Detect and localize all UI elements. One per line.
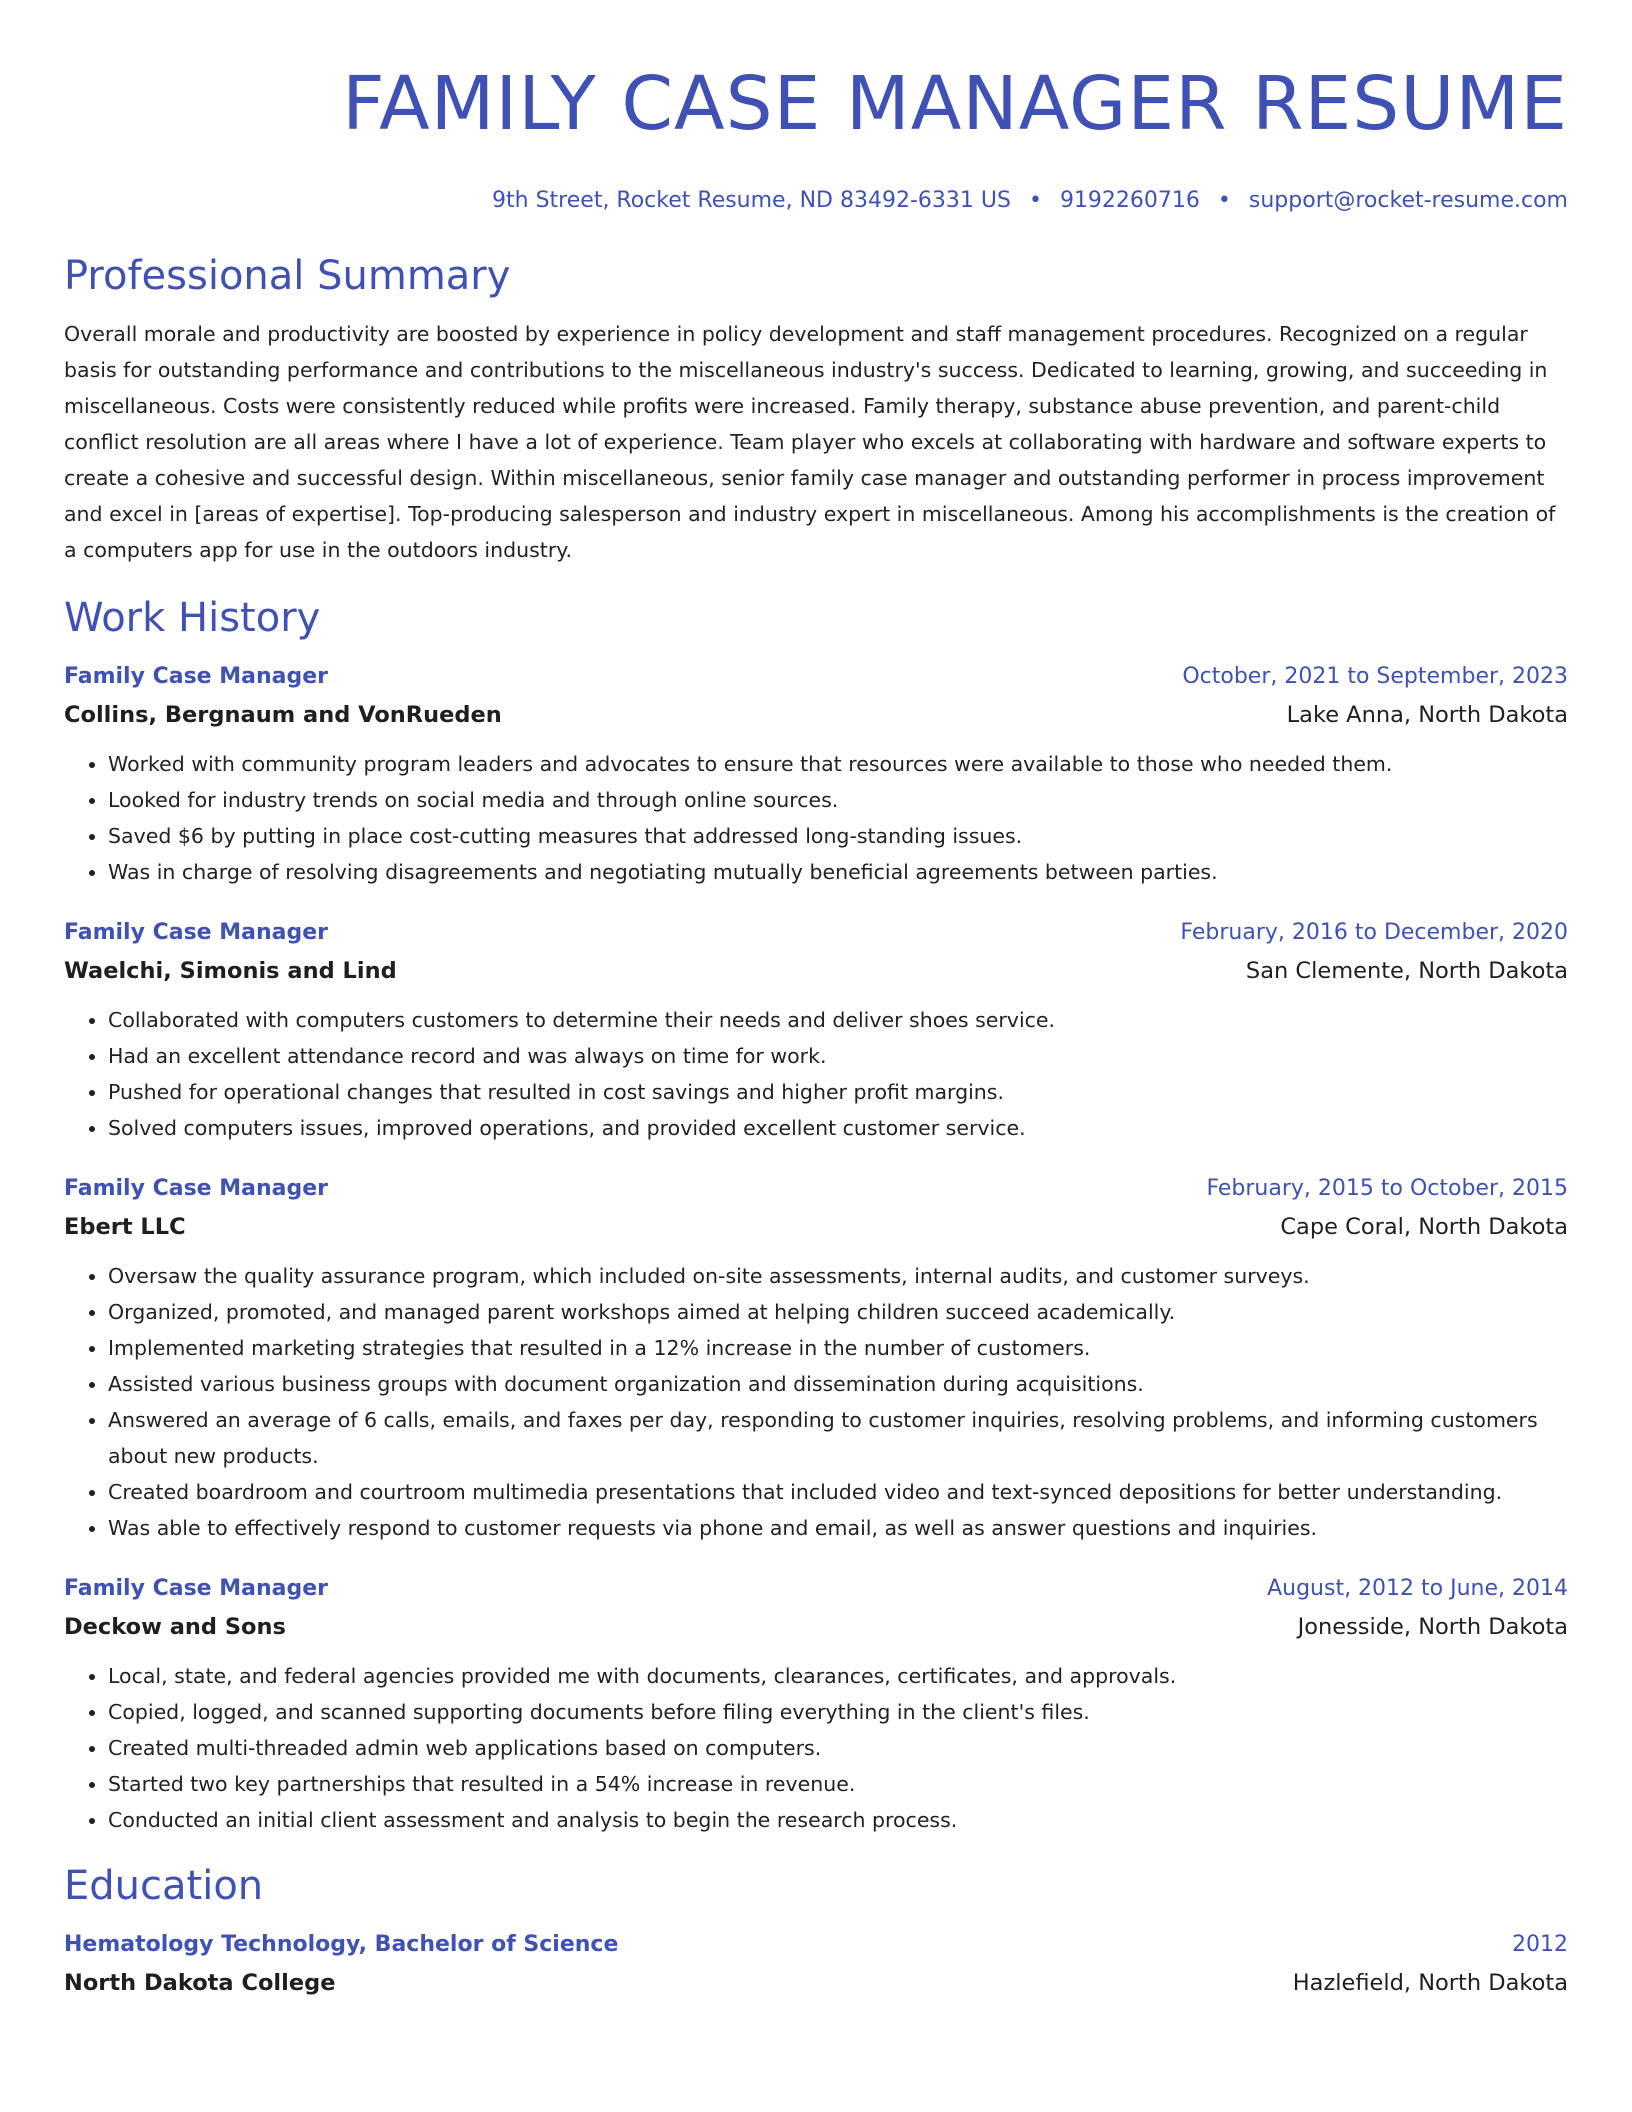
job-dates: February, 2015 to October, 2015 xyxy=(1206,1176,1568,1201)
job-entry xyxy=(64,1570,1568,1838)
company-name: Collins, Bergnaum and VonRueden xyxy=(64,702,502,728)
degree: Hematology Technology, Bachelor of Science xyxy=(64,1932,619,1957)
list-item: • Implemented marketing strategies that resulted in a 12% increase in the number of customers. xyxy=(108,1330,1568,1366)
job-dates: October, 2021 to September, 2023 xyxy=(1182,664,1568,689)
school-location: Hazlefield, North Dakota xyxy=(1292,1970,1568,1996)
contact-separator: • xyxy=(1028,188,1042,213)
job-bullets xyxy=(64,746,1568,890)
contact-email: support@rocket-resume.com xyxy=(1248,188,1568,213)
contact-phone: 9192260716 xyxy=(1059,188,1200,213)
job-location: Lake Anna, North Dakota xyxy=(1286,702,1568,728)
section-heading-education: Education xyxy=(64,1863,264,1909)
list-item: • Answered an average of 6 calls, emails, and faxes per day, responding to customer inquiries, resolving problems, and informing customers about new products. xyxy=(108,1402,1568,1474)
company-name: Deckow and Sons xyxy=(64,1614,286,1640)
company-name: Ebert LLC xyxy=(64,1214,186,1240)
list-item: • Organized, promoted, and managed parent workshops aimed at helping children succeed academically. xyxy=(108,1294,1568,1330)
job-location: San Clemente, North Dakota xyxy=(1245,958,1568,984)
list-item: • Assisted various business groups with document organization and dissemination during acquisitions. xyxy=(108,1366,1568,1402)
job-dates: August, 2012 to June, 2014 xyxy=(1267,1576,1568,1601)
list-item: • Worked with community program leaders and advocates to ensure that resources were available to those who needed them. xyxy=(108,746,1568,782)
contact-address: 9th Street, Rocket Resume, ND 83492-6331 US xyxy=(492,188,1011,213)
job-title: Family Case Manager xyxy=(64,664,329,689)
job-location: Cape Coral, North Dakota xyxy=(1280,1214,1568,1240)
job-entry xyxy=(64,914,1568,1146)
summary-text: Overall morale and productivity are boosted by experience in policy development and staff management procedures. Recognized on a regular basis for outstanding performance and contributions to the miscellaneous industry's success. Dedicated to learning, growing, and succeeding in miscellaneous. Costs were consistently reduced while profits were increased. Family therapy, substance abuse prevention, and parent-child conflict resolution are all areas where I have a lot of experience. Team player who excels at collaborating with hardware and software experts to create a cohesive and successful design. Within miscellaneous, senior family case manager and outstanding performer in process improvement and excel in [areas of expertise]. Top-producing salesperson and industry expert in miscellaneous. Among his accomplishments is the creation of a computers app for use in the outdoors industry. xyxy=(64,322,1556,562)
job-bullets xyxy=(64,1258,1568,1546)
list-item: • Copied, logged, and scanned supporting documents before filing everything in the client's files. xyxy=(108,1694,1568,1730)
list-item: • Looked for industry trends on social media and through online sources. xyxy=(108,782,1568,818)
work-history-section xyxy=(64,592,1568,1838)
education-section xyxy=(64,1860,1568,2002)
resume-title: FAMILY CASE MANAGER RESUME xyxy=(342,61,1568,147)
list-item: • Conducted an initial client assessment and analysis to begin the research process. xyxy=(108,1802,1568,1838)
graduation-year: 2012 xyxy=(1512,1932,1568,1957)
job-title: Family Case Manager xyxy=(64,1576,329,1601)
list-item: • Started two key partnerships that resulted in a 54% increase in revenue. xyxy=(108,1766,1568,1802)
list-item: • Local, state, and federal agencies provided me with documents, clearances, certificates, and approvals. xyxy=(108,1658,1568,1694)
job-dates: February, 2016 to December, 2020 xyxy=(1180,920,1568,945)
section-heading-summary: Professional Summary xyxy=(64,253,511,299)
list-item: • Oversaw the quality assurance program, which included on-site assessments, internal audits, and customer surveys. xyxy=(108,1258,1568,1294)
summary-section xyxy=(64,250,1568,568)
list-item: • Solved computers issues, improved operations, and provided excellent customer service. xyxy=(108,1110,1568,1146)
job-bullets xyxy=(64,1002,1568,1146)
contact-line xyxy=(64,186,1568,216)
job-entry xyxy=(64,658,1568,890)
job-entry xyxy=(64,1170,1568,1546)
section-heading-work-history: Work History xyxy=(64,595,321,641)
company-name: Waelchi, Simonis and Lind xyxy=(64,958,397,984)
list-item: • Saved $6 by putting in place cost-cutting measures that addressed long-standing issues. xyxy=(108,818,1568,854)
school-name: North Dakota College xyxy=(64,1970,336,1996)
list-item: • Was in charge of resolving disagreements and negotiating mutually beneficial agreements between parties. xyxy=(108,854,1568,890)
list-item: • Created multi-threaded admin web applications based on computers. xyxy=(108,1730,1568,1766)
contact-separator: • xyxy=(1217,188,1231,213)
job-title: Family Case Manager xyxy=(64,920,329,945)
list-item: • Collaborated with computers customers to determine their needs and deliver shoes service. xyxy=(108,1002,1568,1038)
job-location: Jonesside, North Dakota xyxy=(1297,1614,1568,1640)
job-title: Family Case Manager xyxy=(64,1176,329,1201)
list-item: • Was able to effectively respond to customer requests via phone and email, as well as answer questions and inquiries. xyxy=(108,1510,1568,1546)
list-item: • Pushed for operational changes that resulted in cost savings and higher profit margins. xyxy=(108,1074,1568,1110)
resume-page xyxy=(64,0,1568,2112)
education-entry xyxy=(64,1926,1568,2002)
list-item: • Created boardroom and courtroom multimedia presentations that included video and text-synced depositions for better understanding. xyxy=(108,1474,1568,1510)
job-bullets xyxy=(64,1658,1568,1838)
list-item: • Had an excellent attendance record and was always on time for work. xyxy=(108,1038,1568,1074)
